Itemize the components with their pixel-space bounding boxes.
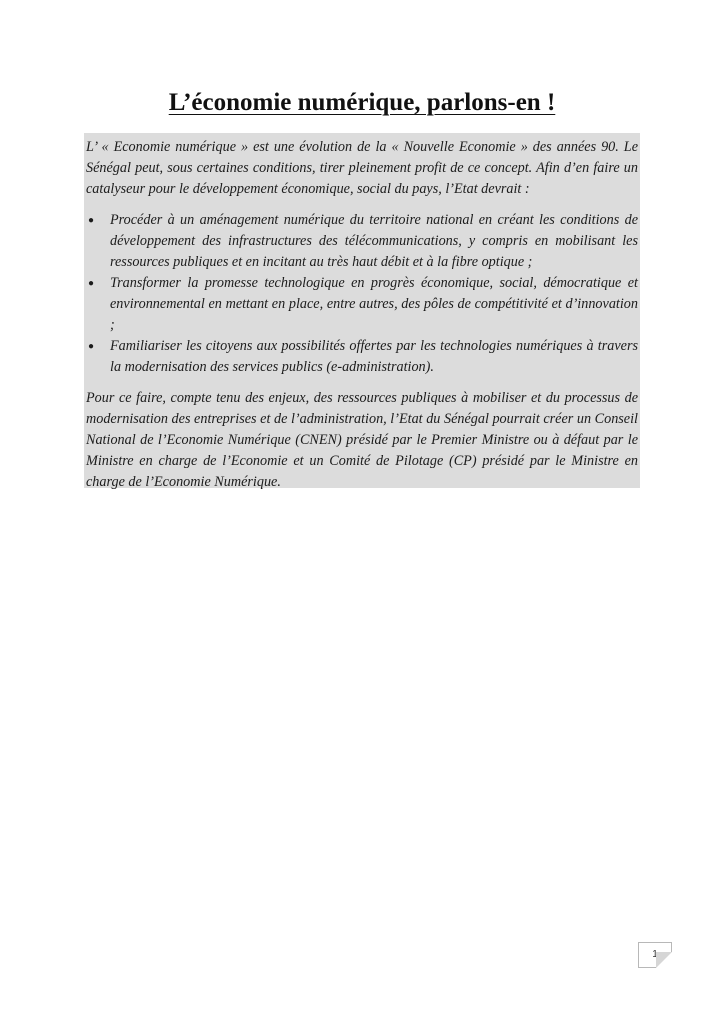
list-item [88,336,638,378]
page-title: L’économie numérique, parlons-en ! [168,89,556,116]
bullet-icon: ● [88,215,95,226]
page-number: 1 [652,949,658,960]
list-item-text: Transformer la promesse technologique en progrès économique, social, démocratique et environnemental en mettant en place, entre autres, des pôles de compétitivité et d’innovation ; [110,275,638,333]
list-item [88,210,638,273]
list-item-text: Familiariser les citoyens aux possibilités offertes par les technologies numériques à travers la modernisation des services publics (e-administration). [110,338,638,375]
list-item-text: Procéder à un aménagement numérique du territoire national en créant les conditions de développement des infrastructures des télécommunications, y compris en mobilisant les ressources publiques et en incitant au très haut débit et à la fibre optique ; [110,212,638,270]
page-fold-icon [656,952,672,968]
conclusion-paragraph: Pour ce faire, compte tenu des enjeux, des ressources publiques à mobiliser et du processus de modernisation des entreprises et de l’administration, l’Etat du Sénégal pourrait créer un Conseil National de l’Economie Numérique (CNEN) présidé par le Premier Ministre ou à défaut par le Ministre en charge de l’Economie et un Comité de Pilotage (CP) présidé par le Ministre en charge de l’Economie Numérique. [86,390,638,490]
bullet-icon: ● [88,341,95,352]
bullet-list [86,210,638,378]
page-number-box [638,942,672,968]
bullet-icon: ● [88,278,95,289]
list-item [88,273,638,336]
shaded-text-box [84,133,640,488]
intro-paragraph: L’ « Economie numérique » est une évolution de la « Nouvelle Economie » des années 90. Le Sénégal peut, sous certaines conditions, tirer pleinement profit de ce concept. Afin d’en faire un catalyseur pour le développement économique, social du pays, l’Etat devrait : [86,139,638,197]
